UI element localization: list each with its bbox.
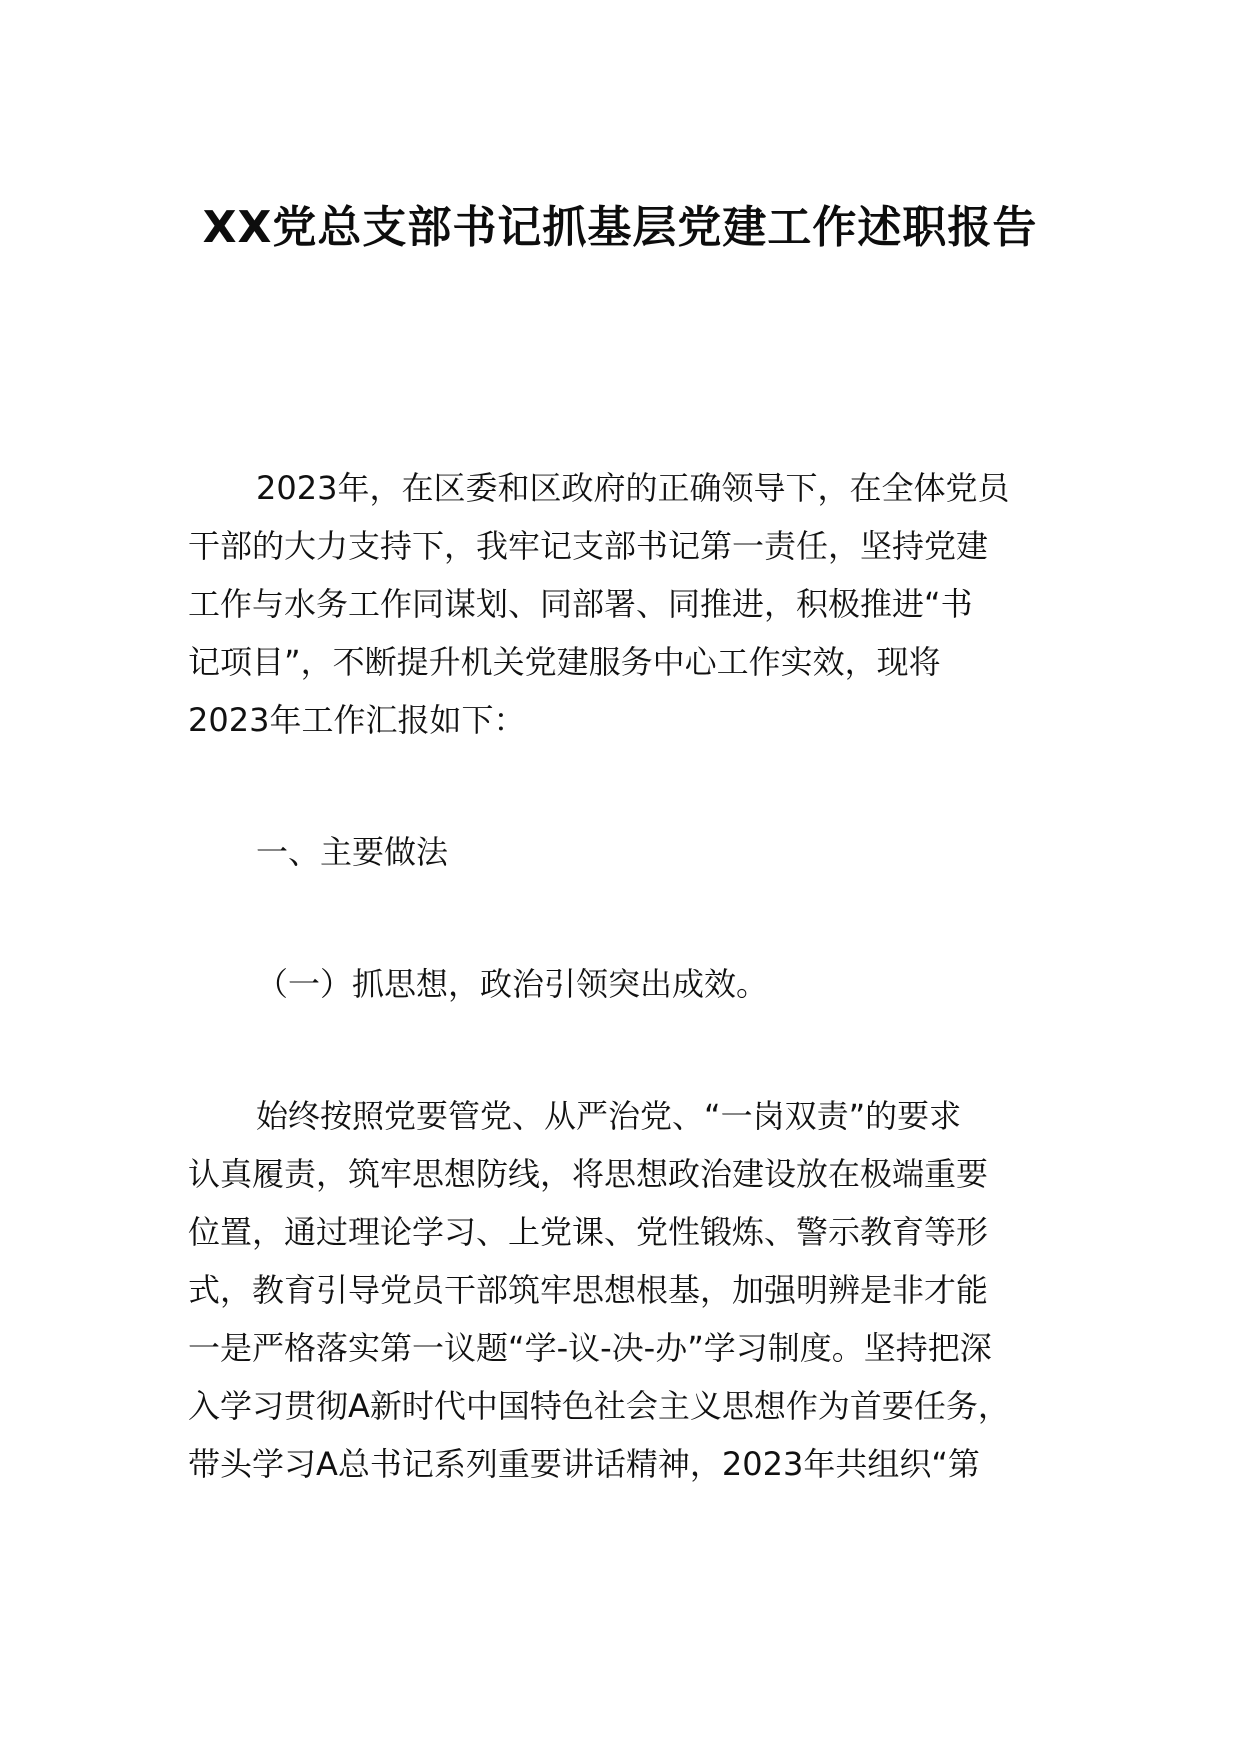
subsection-heading: （一）抓思想，政治引领突出成效。 xyxy=(256,965,769,1003)
body-line: 带头学习A总书记系列重要讲话精神，2023年共组织“第 xyxy=(188,1445,980,1483)
intro-line: 2023年工作汇报如下： xyxy=(188,701,526,739)
intro-line: 干部的大力支持下，我牢记支部书记第一责任，坚持党建 xyxy=(188,527,989,565)
body-line: 位置，通过理论学习、上党课、党性锻炼、警示教育等形 xyxy=(188,1213,989,1251)
body-line: 式，教育引导党员干部筑牢思想根基，加强明辨是非才能 xyxy=(188,1271,989,1309)
body-line: 认真履责，筑牢思想防线，将思想政治建设放在极端重要 xyxy=(188,1155,989,1193)
intro-line: 记项目”，不断提升机关党建服务中心工作实效，现将 xyxy=(188,643,941,681)
body-line: 始终按照党要管党、从严治党、“一岗双责”的要求 xyxy=(256,1097,962,1135)
section-heading: 一、主要做法 xyxy=(256,833,449,871)
body-line: 入学习贯彻A新时代中国特色社会主义思想作为首要任务， xyxy=(188,1387,1010,1425)
intro-line: 2023年，在区委和区政府的正确领导下，在全体党员 xyxy=(256,469,1010,507)
intro-line: 工作与水务工作同谋划、同部署、同推进，积极推进“书 xyxy=(188,585,973,623)
body-line: 一是严格落实第一议题“学-议-决-办”学习制度。坚持把深 xyxy=(188,1329,992,1367)
document-title: XX党总支部书记抓基层党建工作述职报告 xyxy=(202,202,1038,253)
